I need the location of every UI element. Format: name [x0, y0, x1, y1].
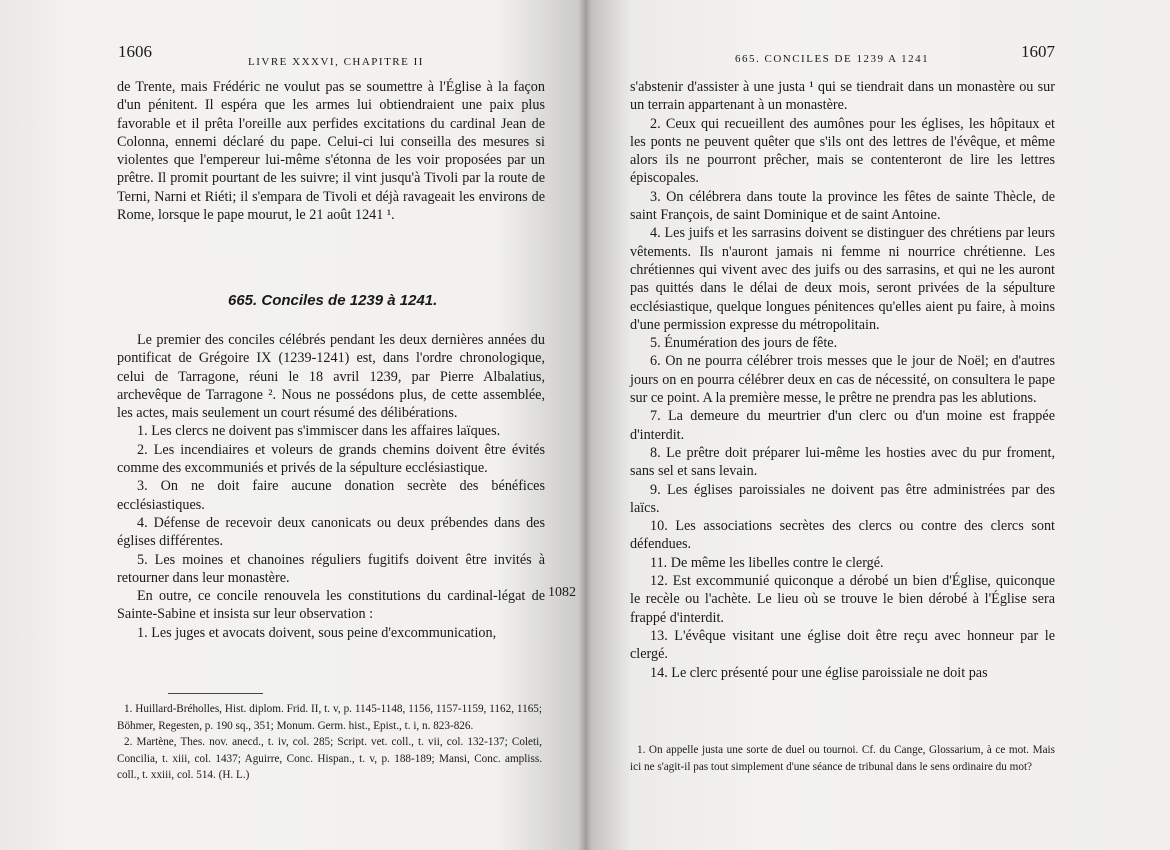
list-item: 6. On ne pourra célébrer trois messes que le jour de Noël; en d'autres jours on en pourra célébrer deux en cas de nécessité, on consultera le pape sur ce point. A la première messe, le prêtre ne prendra pas les ablutions. — [630, 353, 1055, 407]
list-item: 2. Les incendiaires et voleurs de grands chemins doivent être évités comme des excommuniés et privés de la sépulture ecclésiastique. — [117, 441, 545, 477]
list-item: En outre, ce concile renouvela les constitutions du cardinal-légat de Sainte-Sabine et insista sur leur observation : — [117, 588, 545, 623]
list-item: 4. Les juifs et les sarrasins doivent se distinguer des chrétiens par leurs vêtements. Ils n'auront jamais ni femme ni nourrice chrétienne. Les chrétiennes qui vivent avec des juifs ou des sarrasins, et qui ne les auront pas quittés dans le délai de deux mois, seront privées de la sépulture ecclésiastique, quelque longues pénitences qu'elles aient pu faire, à moins d'une permission expresse du métropolitain. — [630, 225, 1055, 333]
intro-block — [117, 331, 545, 642]
list-item: 12. Est excommunié quiconque a dérobé un bien d'Église, quiconque le recèle ou l'achète. Le lieu où se trouve le bien dérobé à l'Église sera frappé d'interdit. — [630, 573, 1055, 626]
list-item: 7. La demeure du meurtrier d'un clerc ou d'un moine est frappée d'interdit. — [630, 408, 1055, 443]
list-item: 5. Énumération des jours de fête. — [650, 335, 838, 352]
list-item: 3. On célébrera dans toute la province les fêtes de sainte Thècle, de saint François, de saint Dominique et de saint Antoine. — [630, 188, 1055, 224]
footnote: 2. Martène, Thes. nov. anecd., t. iv, col. 285; Script. vet. coll., t. vii, col. 132-137; Coleti, Concilia, t. xiii, col. 1437; Aguirre, Conc. Hispan., t. v, p. 188-189; Mansi, Conc. ampliss. coll., t. xxiii, col. 514. (H. L.) — [117, 736, 542, 781]
list-item: 9. Les églises paroissiales ne doivent pas être administrées par des laïcs. — [630, 481, 1055, 516]
page-number: 1607 — [1021, 42, 1055, 61]
right-page — [585, 0, 1170, 850]
list-item: s'abstenir d'assister à une justa ¹ qui se tiendrait dans un monastère ou sur un terrain appartenant à un monastère. — [630, 79, 1055, 114]
footnotes — [630, 742, 1055, 775]
list-item: 4. Défense de recevoir deux canonicats ou deux prébendes dans des églises différentes. — [117, 514, 545, 550]
footnote: 1. Huillard-Bréholles, Hist. diplom. Frid. II, t. v, p. 1145-1148, 1156, 1157-1159, 1162, 1165; Böhmer, Regesten, p. 190 sq., 351; Monum. Germ. hist., Epist., t. i, n. 823-826. — [117, 703, 542, 732]
list-item: 8. Le prêtre doit préparer lui-même les hosties avec du pur froment, sans sel et sans levain. — [630, 444, 1055, 480]
margin-number: 1082 — [548, 585, 576, 600]
list-item: 14. Le clerc présenté pour une église paroissiale ne doit pas — [650, 664, 988, 681]
list-item: 3. On ne doit faire aucune donation secrète des bénéfices ecclésiastiques. — [117, 478, 545, 513]
section-title: 665. Conciles de 1239 à 1241. — [228, 292, 438, 309]
gutter-shadow — [578, 0, 592, 850]
paragraph: de Trente, mais Frédéric ne voulut pas se soumettre à l'Église à la façon d'un pénitent. Il espéra que les armes lui obtiendraient une paix plus favorable et il prêta l'oreille aux perfides excitations du cardinal Jean de Colonna, ennemi déclaré du pape. Celui-ci lui conseilla des mesures si violentes que l'empereur lui-même s'étonna de les voir proposées par un prêtre. Il promit pourtant de les suivre; il vint jusqu'à Tivoli par la route de Terni, Narni et Riéti; il s'empara de Tivoli et déjà ravageait les environs de Rome, lorsque le pape mourut, le 21 août 1241 ¹. — [117, 79, 545, 224]
list-item: 13. L'évêque visitant une église doit être reçu avec honneur par le clergé. — [630, 627, 1055, 663]
running-head: 665. CONCILES DE 1239 A 1241 — [735, 53, 930, 65]
list-item: 5. Les moines et chanoines réguliers fugitifs doivent être invités à retourner dans leur monastère. — [117, 551, 545, 586]
top-paragraph — [117, 78, 545, 224]
list-item: 1. Les clercs ne doivent pas s'immiscer dans les affaires laïques. — [137, 423, 501, 440]
running-head: LIVRE XXXVI, CHAPITRE II — [248, 56, 424, 68]
list-item: 10. Les associations secrètes des clercs ou contre des clercs sont défendues. — [630, 518, 1055, 553]
list-item: 11. De même les libelles contre le clergé. — [650, 554, 884, 571]
footnote-rule — [168, 693, 263, 694]
list-item: 1. Les juges et avocats doivent, sous peine d'excommunication, — [137, 624, 497, 641]
footnotes — [117, 701, 542, 784]
footnote: 1. On appelle justa une sorte de duel ou tournoi. Cf. du Cange, Glossarium, à ce mot. Mais ici ne s'agit-il pas tout simplement d'une séance de tribunal dans le sens ordinaire du mot? — [630, 744, 1055, 773]
paragraph: Le premier des conciles célébrés pendant les deux dernières années du pontificat de Grégoire IX (1239-1241) est, dans l'ordre chronologique, celui de Tarragone, réuni le 18 avril 1239, par Pierre Albalatius, archevêque de Tarragone ². Nous ne possédons plus, de cette assemblée, les actes, mais seulement un court résumé des délibérations. — [117, 332, 545, 422]
list-item: 2. Ceux qui recueillent des aumônes pour les églises, les hôpitaux et les ponts ne peuvent quêter que s'ils ont des lettres de l'évêque, et même alors ils ne pourront prêcher, mais se contenteront de lire les lettres épiscopales. — [630, 115, 1055, 187]
page-number: 1606 — [118, 42, 152, 61]
main-text — [630, 78, 1055, 682]
